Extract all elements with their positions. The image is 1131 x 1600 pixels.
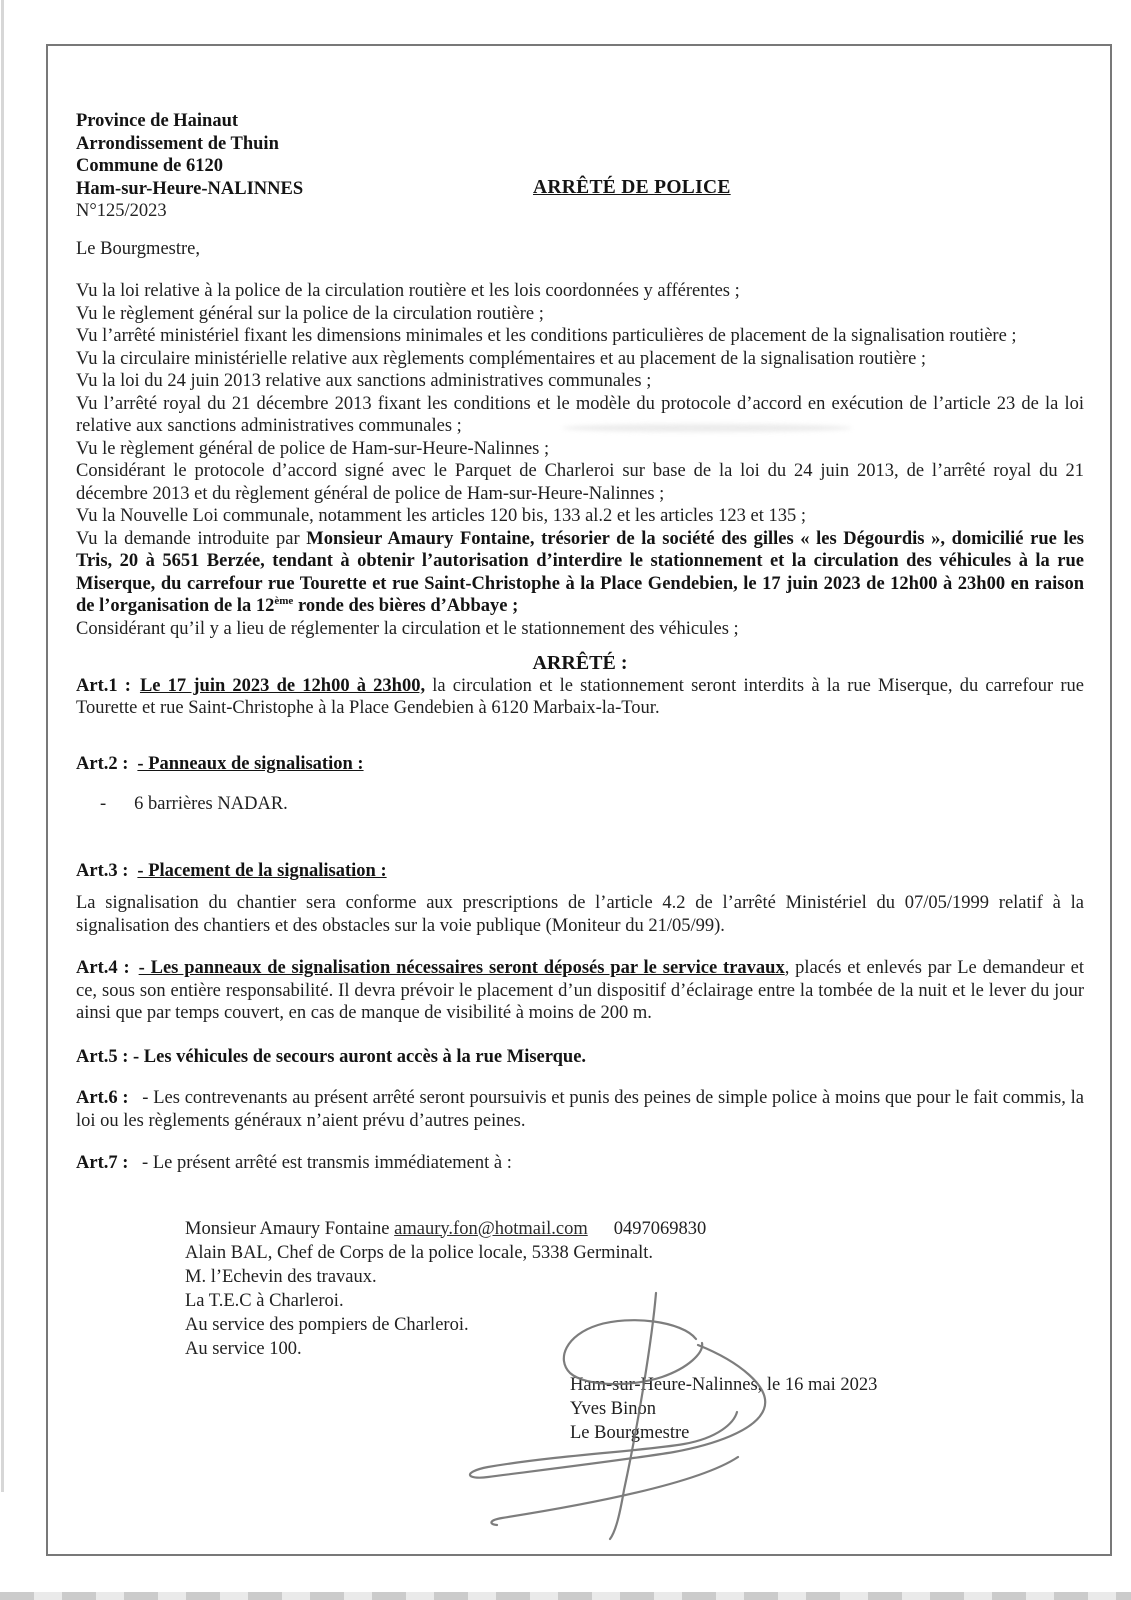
article-6-text: - Les contrevenants au présent arrêté seront poursuivis et punis des peines de simple police à moins que pour le fait commis, la loi ou les règlements généraux n’aient prévu d’autres peines. (76, 1088, 1084, 1131)
article-2-heading: - Panneaux de signalisation : (137, 753, 364, 774)
letterhead-municipality: Ham-sur-Heure-NALINNES (76, 178, 304, 199)
letterhead-arrondissement: Arrondissement de Thuin (76, 133, 279, 154)
recipient-email-link[interactable]: amaury.fon@hotmail.com (394, 1218, 588, 1239)
arrete-heading: ARRÊTÉ : (532, 652, 628, 674)
scan-left-edge-artifact (1, 0, 4, 1492)
recital-request-prefix: Vu la demande introduite par (76, 528, 307, 549)
recital-request-bold: Monsieur Amaury Fontaine, trésorier de la société des gilles « les Dégourdis », domicilié rue les Tris, 20 à 5651 Berzée, tendant à obtenir l’autorisation d’interdire le stationnement et la circulation des véhicules à la rue Miserque, du carrefour rue Tourette et rue Saint-Christophe à la Place Gendebien, le 17 juin 2023 de 12h00 à 23h00 en raison de l’organisation de la 12 (76, 528, 1085, 616)
page-content (48, 46, 1110, 1445)
signature-name: Yves Binon (570, 1398, 657, 1419)
salutation: Le Bourgmestre, (76, 238, 200, 259)
recipient-line: La T.E.C à Charleroi. (185, 1290, 344, 1311)
recital-request (76, 528, 1084, 618)
document-number: N°125/2023 (76, 201, 167, 221)
ordinal-superscript: ème (274, 594, 294, 607)
bullet-dash: - (100, 794, 107, 814)
article-3 (76, 860, 1084, 883)
article-3-body: La signalisation du chantier sera conforme aux prescriptions de l’article 4.2 de l’arrêté Ministériel du 07/05/1999 relatif à la signalisation des chantiers et des obstacles sur la voie publique (Moniteur du 21/05/99). (76, 893, 1084, 936)
article-4-heading: - Les panneaux de signalisation nécessaires seront déposés par le service travaux (138, 958, 785, 978)
article-1 (76, 675, 1084, 720)
article-3-heading: - Placement de la signalisation : (137, 860, 387, 881)
article-5: Art.5 : - Les véhicules de secours auront accès à la rue Miserque. (76, 1046, 587, 1067)
article-2-label: Art.2 : (76, 753, 129, 774)
letterhead (76, 110, 1084, 223)
article-2 (76, 753, 1084, 776)
signature-place-date: Ham-sur-Heure-Nalinnes, le 16 mai 2023 (570, 1374, 878, 1395)
article-1-date-range: Le 17 juin 2023 de 12h00 à 23h00, (139, 675, 426, 696)
recipient-line: M. l’Echevin des travaux. (185, 1266, 377, 1287)
recital-request-bold-end: ronde des bières d’Abbaye ; (293, 596, 519, 616)
article-2-item-text: 6 barrières NADAR. (134, 794, 288, 814)
article-6 (76, 1087, 1084, 1132)
scan-bottom-edge-artifact (0, 1592, 1131, 1600)
recipient-line: Alain BAL, Chef de Corps de la police locale, 5338 Germinalt. (185, 1242, 654, 1263)
letterhead-province: Province de Hainaut (76, 111, 239, 131)
signature-role: Le Bourgmestre (570, 1422, 690, 1443)
article-7 (76, 1152, 1084, 1175)
article-1-label: Art.1 : (76, 675, 131, 696)
article-4 (76, 957, 1084, 1025)
recital-line: Vu la circulaire ministérielle relative aux règlements complémentaires et au placement de la signalisation routière ; (76, 348, 927, 369)
article-6-label: Art.6 : (76, 1088, 129, 1108)
recital-considerant: Considérant qu’il y a lieu de réglementer la circulation et le stationnement des véhicules ; (76, 618, 739, 639)
recital-line: Vu l’arrêté ministériel fixant les dimensions minimales et les conditions particulières de placement de la signalisation routière ; (76, 326, 1017, 346)
article-3-label: Art.3 : (76, 860, 129, 881)
recital-line: Vu la loi relative à la police de la circulation routière et les lois coordonnées y afférentes ; (76, 281, 740, 301)
recital-line: Vu le règlement général sur la police de la circulation routière ; (76, 303, 544, 324)
recipient-line: Au service des pompiers de Charleroi. (185, 1314, 469, 1335)
letterhead-commune: Commune de 6120 (76, 156, 223, 176)
document-title: ARRÊTÉ DE POLICE (533, 177, 731, 198)
article-4-label: Art.4 : (76, 958, 130, 978)
recital-line: Considérant le protocole d’accord signé avec le Parquet de Charleroi sur base de la loi du 24 juin 2013, de l’arrêté royal du 21 décembre 2013 et du règlement général de police de Ham-sur-Heure-Nalinnes ; (76, 461, 1084, 504)
article-7-label: Art.7 : (76, 1153, 129, 1173)
recital-line: Vu l’arrêté royal du 21 décembre 2013 fixant les conditions et le modèle du protocole d’accord en exécution de l’article 23 de la loi relative aux sanctions administratives communales ; (76, 393, 1084, 436)
article-7-text: - Le présent arrêté est transmis immédiatement à : (137, 1153, 512, 1173)
article-2-list-item (76, 793, 1084, 816)
recital-line: Vu le règlement général de police de Ham-sur-Heure-Nalinnes ; (76, 438, 550, 459)
article-1-text: la circulation et le stationnement seront interdits à la rue Miserque, du carrefour rue Tourette et rue Saint-Christophe à la Place Gendebien à 6120 Marbaix-la-Tour. (76, 675, 1084, 718)
article-4-text: , placés et enlevés par Le demandeur et ce, sous son entière responsabilité. Il devra prévoir le placement d’un dispositif d’éclairage entre la tombée de la nuit et le lever du jour ainsi que par temps couvert, en cas de manque de visibilité à moins de 200 m. (76, 958, 1084, 1023)
handwritten-signature (440, 1285, 810, 1550)
recipient-name: Monsieur Amaury Fontaine (185, 1218, 395, 1239)
recital-line: Vu la Nouvelle Loi communale, notamment les articles 120 bis, 133 al.2 et les articles 123 et 135 ; (76, 506, 806, 526)
recitals-block (76, 280, 1084, 640)
recipient-line: Au service 100. (185, 1338, 302, 1359)
recipient-line (185, 1217, 1084, 1241)
recital-line: Vu la loi du 24 juin 2013 relative aux sanctions administratives communales ; (76, 371, 652, 391)
recipient-phone: 0497069830 (613, 1218, 707, 1239)
scan-smudge-artifact (562, 424, 852, 432)
